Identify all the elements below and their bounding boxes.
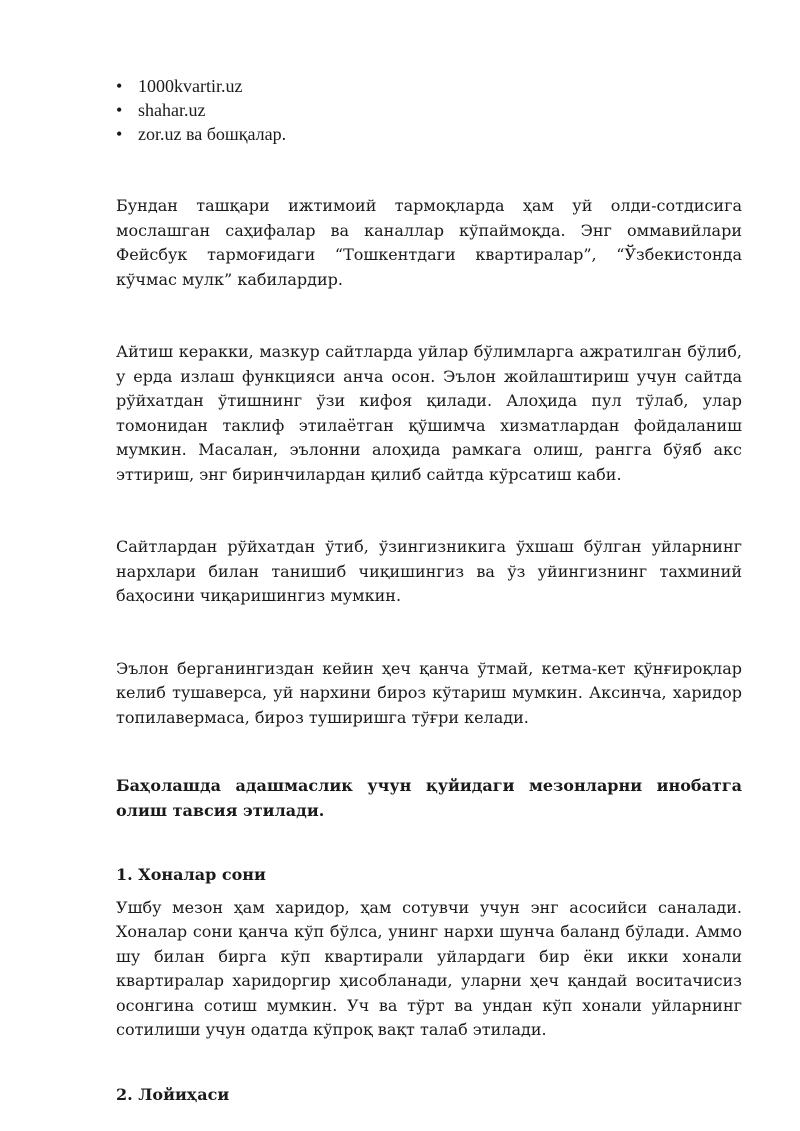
- paragraph-social-networks: Бундан ташқари ижтимоий тармоқларда ҳам уй олди-сотдисига мослашган саҳифалар ва каналлар кўпаймоқда. Энг оммавийлари Фейсбук тармоғидаги “Тошкентдаги квартиралар”, “Ўзбекистонда кўчмас мулк” кабилардир.: [116, 196, 742, 289]
- list-item: • zor.uz ва бошқалар.: [116, 122, 742, 146]
- paragraph-site-features: Айтиш керакки, мазкур сайтларда уйлар бўлимларга ажратилган бўлиб, у ерда излаш функцияси анча осон. Эълон жойлаштириш учун сайтда рўйхатдан ўтишнинг ўзи кифоя қилади. Алоҳида пул тўлаб, улар томонидан таклиф этилаётган қўшимча хизматлардан фойдаланиш мумкин. Масалан, эълонни алоҳида рамкага олиш, рангга бўяб акс эттириш, энг биринчилардан қилиб сайтда кўрсатиш каби.: [116, 342, 742, 484]
- website-list: [116, 74, 742, 146]
- criteria-heading: Баҳолашда адашмаслик учун қуйидаги мезонларни инобатга олиш тавсия этилади.: [116, 776, 742, 820]
- document-content: [116, 74, 742, 1107]
- paragraph-pricing-advice: Эълон берганингиздан кейин ҳеч қанча ўтмай, кетма-кет қўнғироқлар келиб тушаверса, уй нархини бироз кўтариш мумкин. Аксинча, харидор топилавермаса, бироз туширишга тўғри келади.: [116, 658, 742, 727]
- section-title-room-count: 1. Хоналар сони: [116, 865, 266, 884]
- section-title-layout: 2. Лойиҳаси: [116, 1084, 230, 1104]
- list-item: • shahar.uz: [116, 98, 742, 122]
- list-item: • 1000kvartir.uz: [116, 74, 742, 98]
- paragraph-registration: Сайтлардан рўйхатдан ўтиб, ўзингизникига ўхшаш бўлган уйларнинг нархлари билан танишиб чиқишингиз ва ўз уйингизнинг тахминий баҳосини чиқаришингиз мумкин.: [116, 537, 742, 605]
- section-text-room-count: Ушбу мезон ҳам харидор, ҳам сотувчи учун энг асосийси саналади. Хоналар сони қанча кўп бўлса, унинг нархи шунча баланд бўлади. Аммо шу билан бирга кўп квартирали уйлардаги бир ёки икки хонали квартиралар харидоргир ҳисобланади, уларни ҳеч қандай воситачисиз осонгина сотиш мумкин. Уч ва тўрт ва ундан кўп хонали уйларнинг сотилиши учун одатда кўпроқ вақт талаб этилади.: [116, 897, 742, 1039]
